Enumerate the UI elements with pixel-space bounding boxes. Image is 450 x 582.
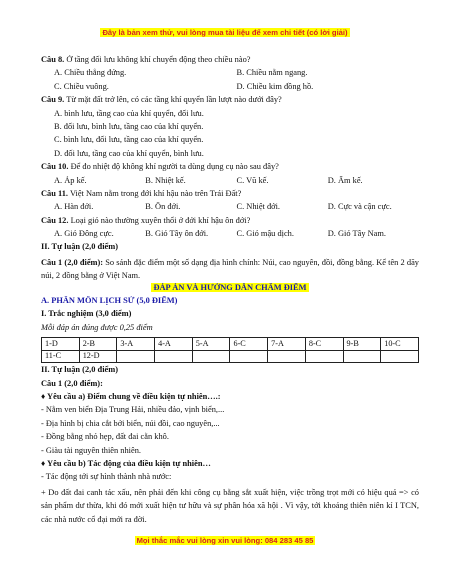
table-cell [268,350,306,363]
table-cell [343,350,381,363]
table-cell: 6-C [230,338,268,351]
question-10-options [41,176,419,189]
table-row [42,350,419,363]
table-cell: 9-B [343,338,381,351]
document-body [41,55,419,526]
option: D. Ẩm kế. [327,175,363,185]
option: D. Gió Tây Nam. [327,229,386,239]
question-11: Câu 11. Việt Nam nằm trong đới khí hậu nào trên Trái Đất? [41,188,242,198]
part1-heading: I. Trắc nghiệm (3,0 điểm) [41,309,132,319]
table-cell [192,350,230,363]
question-8-options [41,82,419,95]
table-cell: 7-A [268,338,306,351]
option: A. Hàn đới. [54,202,94,212]
table-cell [381,350,419,363]
essay-question: Câu 1 (2,0 điểm): So sánh đặc điểm một số dạng địa hình chính: Núi, cao nguyên, đồi, đồng bằng. Kể tên 2 dãy núi, 2 đồng bằng ở Việt Nam. [41,257,419,281]
part2-heading: II. Tự luận (2,0 điểm) [41,365,119,375]
option: C. Chiều vuông. [54,81,109,91]
scoring-note: Mỗi đáp án đúng được 0,25 điểm [41,322,153,332]
table-cell [155,350,193,363]
option: B. Nhiệt kế. [145,175,186,185]
question-9: Câu 9. Từ mặt đất trở lên, có các tầng khí quyển lần lượt nào dưới đây? [41,95,282,105]
answer-q1-label: Câu 1 (2,0 điểm): [41,378,103,388]
answer-key-title: ĐÁP ÁN VÀ HƯỚNG DẪN CHẤM ĐIỂM [153,282,307,292]
table-cell: 11-C [42,350,80,363]
table-cell: 4-A [155,338,193,351]
table-cell: 5-A [192,338,230,351]
question-12-options [41,229,419,242]
list-item: - Nằm ven biển Địa Trung Hải, nhiều đảo, vịnh biển,... [41,405,225,415]
table-cell [305,350,343,363]
option: C. bình lưu, đối lưu, tầng cao của khí quyển. [54,135,204,145]
option: C. Vũ kế. [236,175,269,185]
option: C. Gió mậu dịch. [236,229,294,239]
option: A. Gió Đông cực. [54,229,114,239]
preview-banner: Đây là bản xem thử, vui lòng mua tài liệu để xem chi tiết (có lời giải) [102,28,348,37]
option: A. bình lưu, tầng cao của khí quyển, đối lưu. [54,108,204,118]
option: B. Ôn đới. [145,202,181,212]
option: D. Cực và cận cực. [327,202,392,212]
question-8: Câu 8. Ở tầng đối lưu không khí chuyển động theo chiều nào? [41,55,251,64]
question-12: Câu 12. Loại gió nào thường xuyên thổi ở đới khí hậu ôn đới? [41,215,251,225]
option: B. Gió Tây ôn đới. [145,229,209,239]
table-cell: 3-A [117,338,155,351]
list-item: - Địa hình bị chia cắt bởi biển, núi đồi, cao nguyên,... [41,418,220,428]
option: B. Chiều nằm ngang. [236,68,308,78]
option: D. Chiều kim đồng hồ. [236,81,314,91]
requirement-a: ♦ Yêu cầu a) Điểm chung về điều kiện tự nhiên….: [41,392,221,402]
option: A. Chiều thẳng đứng. [54,68,127,78]
section-heading: II. Tự luận (2,0 điểm) [41,242,119,252]
option: B. đối lưu, bình lưu, tầng cao của khí quyển. [54,121,204,131]
question-11-options [41,202,419,215]
list-item: - Tác động tới sự hình thành nhà nước: [41,472,172,482]
requirement-b: ♦ Yêu cầu b) Tác động của điều kiện tự nhiên… [41,458,211,468]
answer-table [41,337,419,363]
table-cell: 2-B [79,338,117,351]
list-item: - Giàu tài nguyên thiên nhiên. [41,445,142,455]
option: D. đối lưu, tầng cao của khí quyển, bình lưu. [54,148,204,158]
table-row [42,338,419,351]
option: A. Áp kế. [54,175,87,185]
table-cell: 8-C [305,338,343,351]
question-10: Câu 10. Để đo nhiệt độ không khí người ta dùng dụng cụ nào sau đây? [41,162,279,172]
option: C. Nhiệt đới. [236,202,281,212]
table-cell [230,350,268,363]
table-cell: 10-C [381,338,419,351]
contact-banner: Mọi thắc mắc vui lòng xin vui lòng: 084 283 45 85 [136,536,314,545]
list-item: - Đồng bằng nhỏ hẹp, đất đai cằn khô. [41,432,169,442]
table-cell: 1-D [42,338,80,351]
question-8-options [41,68,419,81]
answer-paragraph: + Do đất đai canh tác xấu, nên phải đến khi công cụ bằng sắt xuất hiện, việc trồng trọt mới có hiệu quả => có sản phẩm dư thừa, khi đó mới xuất hiện tư hữu và sự phân hóa xã hội . Vì vậy, tới khoảng thiên niên kỉ I TCN, các nhà nước cổ đại mới ra đời. [41,487,419,524]
table-cell: 12-D [79,350,117,363]
section-a-heading: A. PHÂN MÔN LỊCH SỬ (5,0 ĐIỂM) [41,296,178,306]
table-cell [117,350,155,363]
